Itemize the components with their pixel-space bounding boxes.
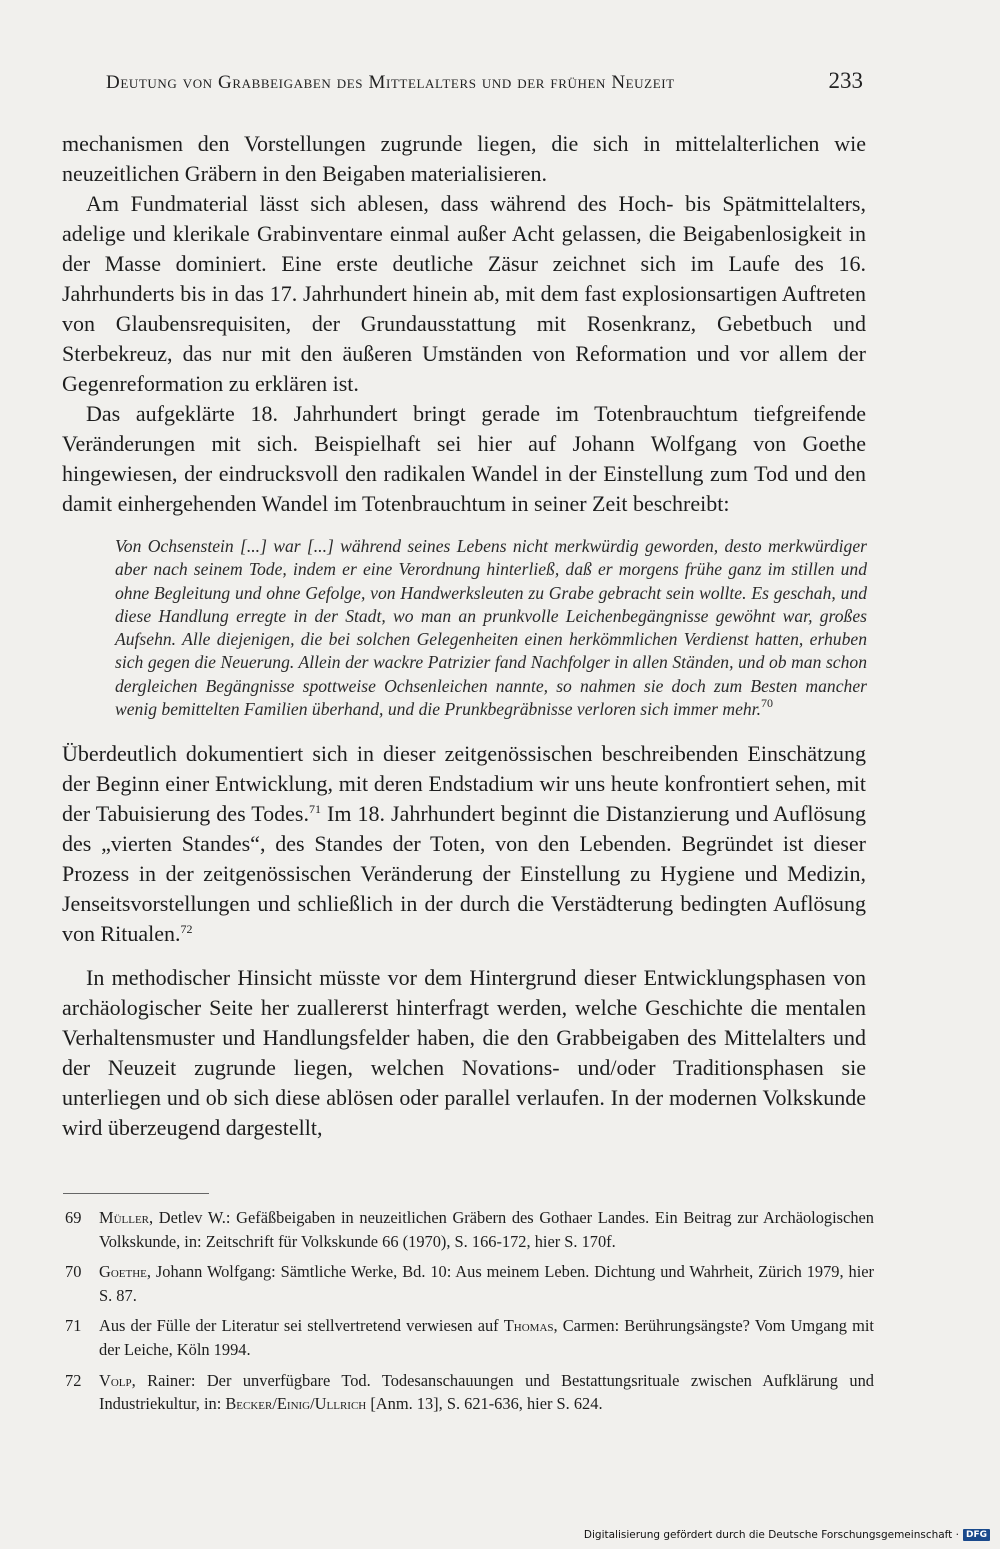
digitization-credit — [584, 1526, 990, 1544]
paragraph-4 — [62, 739, 866, 949]
footnote-69 — [62, 1206, 874, 1253]
footnote-author: Goethe — [99, 1262, 147, 1282]
footnote-ref-71[interactable]: 71 — [309, 802, 321, 817]
dfg-logo: DFG — [963, 1529, 990, 1541]
paragraph-2: Am Fundmaterial lässt sich ablesen, dass während des Hoch- bis Spätmittelalters, adelige und klerikale Grabinventare einmal außer Acht gelassen, die Beigabenlosigkeit in der Masse dominiert. Eine erste deutliche Zäsur zeichnet sich im Laufe des 16. Jahrhunderts bis in das 17. Jahrhundert hinein ab, mit dem fast explosionsartigen Auftreten von Glaubensrequisiten, der Grundausstattung mit Rosenkranz, Gebetbuch und Sterbekreuz, das nur mit den äußeren Umständen von Reformation und vor allem der Gegenreformation zu erklären ist. — [62, 191, 866, 396]
footnote-text: [Anm. 13], S. 621-636, hier S. 624. — [366, 1394, 603, 1414]
footnote-text: , Carmen: Berührungsängste? Vom Umgang mit der Leiche, Köln 1994. — [99, 1316, 874, 1359]
paragraph-4-part-a: Überdeutlich dokumentiert sich in dieser zeitgenössischen beschreibenden Einschätzung der Beginn einer Entwicklung, mit deren Endstadium wir uns heute konfrontiert sehen, mit der Tabuisierung des Todes. — [62, 741, 866, 827]
footnote-number: 71 — [65, 1316, 82, 1336]
body-text — [62, 129, 866, 1143]
footnote-author: Müller — [99, 1208, 150, 1227]
paragraph-5: In methodischer Hinsicht müsste vor dem Hintergrund dieser Entwicklungsphasen von archäologischer Seite her zuallererst hinterfragt werden, welche Geschichte die mentalen Verhaltensmuster und Handlungsfelder haben, die den Grabbeigaben des Mittelalters und der Neuzeit zugrunde liegen, welchen Novations- und/oder Traditionsphasen sie unterliegen und ob sich diese ablösen oder parallel verlaufen. In der modernen Volkskunde wird überzeugend dargestellt, — [62, 965, 866, 1141]
footnote-ref-72[interactable]: 72 — [180, 922, 193, 937]
footnote-70 — [62, 1260, 874, 1307]
footnote-72 — [62, 1369, 874, 1416]
footnote-ref-authors: Becker/Einig/Ullrich — [225, 1394, 367, 1414]
quote-text: Von Ochsenstein [...] war [...] während seines Lebens nicht merkwürdig geworden, desto merkwürdiger aber nach seinem Tode, indem er eine Verordnung hinterließ, daß er morgens frühe ganz im stillen und ohne Begleitung und ohne Gefolge, von Handwerksleuten zu Grabe gebracht sein wollte. Es geschah, und diese Handlung erregte in der Stadt, wo man an prunkvolle Leichenbegängnisse gewöhnt war, großes Aufsehn. Alle diejenigen, die bei solchen Gelegenheiten einen herkömmlichen Verdienst hatten, erhuben sich gegen die Neuerung. Allein der wackre Patrizier fand Nachfolger in allen Ständen, und ob man schon dergleichen Begängnisse spottweise Ochsenleichen nannte, so nahmen sie doch zum Besten mancher wenig bemittelten Familien überhand, und die Prunkbegräbnisse verloren sich immer mehr. — [115, 536, 867, 720]
footnote-text: , Detlev W.: Gefäßbeigaben in neuzeitlichen Gräbern des Gothaer Landes. Ein Beitrag zur Archäologischen Volkskunde, in: Zeitschrift für Volkskunde 66 (1970), S. 166-172, hier S. 170f. — [99, 1208, 874, 1251]
footnote-number: 70 — [65, 1262, 82, 1282]
paragraph-1: mechanismen den Vorstellungen zugrunde liegen, die sich in mittelalterlichen wie neuzeitlichen Gräbern in den Beigaben materialisieren. — [62, 131, 866, 186]
footnote-number: 69 — [65, 1208, 82, 1227]
footnotes — [62, 1206, 874, 1423]
footnote-divider — [63, 1193, 209, 1194]
running-head-title: Deutung von Grabbeigaben des Mittelalters und der frühen Neuzeit — [106, 72, 675, 93]
goethe-quote — [115, 535, 867, 721]
page-number: 233 — [828, 68, 863, 93]
running-head — [60, 66, 865, 100]
footnote-71 — [62, 1314, 874, 1361]
footnote-text: Aus der Fülle der Literatur sei stellvertretend verwiesen auf — [99, 1316, 504, 1336]
footnote-ref-70[interactable]: 70 — [760, 696, 773, 711]
footnote-number: 72 — [65, 1370, 82, 1390]
footnote-text: , Johann Wolfgang: Sämtliche Werke, Bd. 10: Aus meinem Leben. Dichtung und Wahrheit, Zürich 1979, hier S. 87. — [99, 1262, 874, 1305]
footnote-author: Volp — [99, 1370, 132, 1390]
footnote-text: , Rainer: Der unverfügbare Tod. Todesanschauungen und Bestattungsrituale zwischen Aufklärung und Industriekultur, in: — [99, 1370, 874, 1414]
footnote-author: Thomas — [503, 1316, 554, 1336]
paragraph-3: Das aufgeklärte 18. Jahrhundert bringt gerade im Totenbrauchtum tiefgreifende Veränderungen mit sich. Beispielhaft sei hier auf Johann Wolfgang von Goethe hingewiesen, der eindrucksvoll den radikalen Wandel in der Einstellung zum Tod und den damit einhergehenden Wandel im Totenbrauchtum in seiner Zeit beschreibt: — [62, 401, 866, 516]
credit-text: Digitalisierung gefördert durch die Deutsche Forschungsgemeinschaft · — [583, 1529, 959, 1541]
paragraph-4-part-b: Im 18. Jahrhundert beginnt die Distanzierung und Auflösung des „vierten Standes“, des Standes der Toten, von den Lebenden. Begründet ist dieser Prozess in der zeitgenössischen Veränderung der Einstellung zu Hygiene und Medizin, Jenseitsvorstellungen und schließlich in der durch die Verstädterung bedingten Auflösung von Ritualen. — [62, 801, 866, 947]
